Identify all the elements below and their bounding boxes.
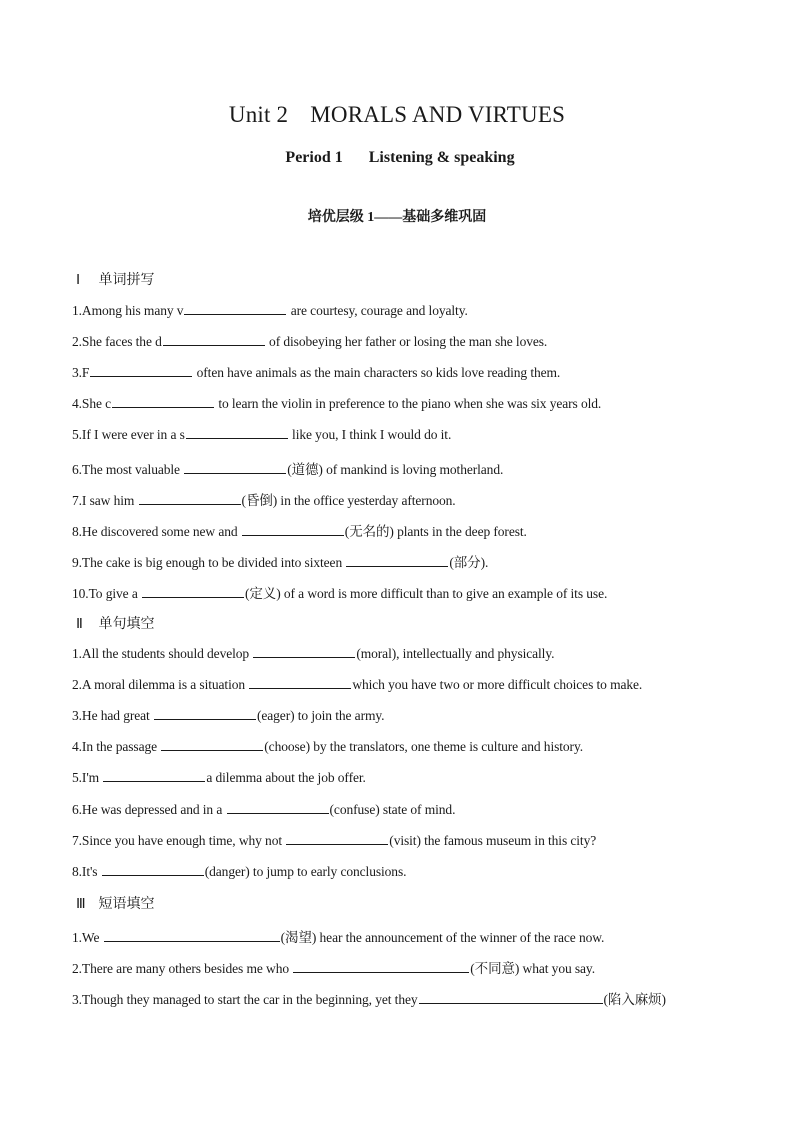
answer-blank[interactable]	[161, 738, 263, 751]
line-text: 4.She c	[72, 396, 112, 411]
line-text: 1.We	[72, 930, 103, 945]
answer-blank[interactable]	[227, 801, 329, 814]
exercise-line	[72, 645, 554, 662]
unit-name: MORALS AND VIRTUES	[310, 102, 566, 127]
section-1-heading	[76, 269, 154, 289]
line-text: 2.A moral dilemma is a situation	[72, 677, 249, 692]
line-text: 1.Among his many v	[72, 303, 184, 318]
exercise-line	[72, 863, 406, 880]
exercise-line	[72, 395, 601, 412]
exercise-line	[72, 582, 607, 602]
level-heading: 培优层级 1——基础多维巩固	[307, 210, 487, 225]
line-text: a dilemma about the job offer.	[206, 770, 366, 785]
exercise-line	[72, 551, 488, 571]
line-text: 3.F	[72, 365, 90, 380]
answer-blank[interactable]	[184, 302, 286, 315]
exercise-line	[72, 707, 384, 724]
exercise-line	[72, 988, 666, 1008]
answer-blank[interactable]	[103, 769, 205, 782]
exercise-line	[72, 520, 527, 540]
answer-blank[interactable]	[286, 832, 388, 845]
line-text: 3.Though they managed to start the car in the beginning, yet they	[72, 992, 418, 1007]
answer-blank[interactable]	[186, 426, 288, 439]
unit-number: Unit 2	[228, 102, 289, 127]
section-3-title: 短语填空	[98, 896, 155, 912]
line-text: 5.If I were ever in a s	[72, 427, 185, 442]
section-2-heading	[76, 613, 154, 633]
line-text: (danger) to jump to early conclusions.	[204, 864, 407, 879]
line-text: 2.There are many others besides me who	[72, 961, 293, 976]
line-text: like you, I think I would do it.	[288, 427, 452, 442]
line-text: (不同意) what you say.	[470, 961, 595, 976]
unit-title	[0, 102, 794, 128]
section-1-numeral: Ⅰ	[76, 273, 81, 288]
line-text: 1.All the students should develop	[72, 646, 253, 661]
exercise-line	[72, 676, 642, 693]
exercise-line	[72, 832, 596, 849]
section-3-heading	[76, 893, 154, 913]
answer-blank[interactable]	[419, 991, 603, 1004]
answer-blank[interactable]	[102, 863, 204, 876]
answer-blank[interactable]	[346, 554, 448, 567]
period-number: Period 1	[285, 149, 343, 166]
answer-blank[interactable]	[163, 333, 265, 346]
exercise-line	[72, 801, 455, 818]
answer-blank[interactable]	[112, 395, 214, 408]
answer-blank[interactable]	[142, 585, 244, 598]
line-text: are courtesy, courage and loyalty.	[287, 303, 468, 318]
line-text: 5.I'm	[72, 770, 103, 785]
period-title	[0, 149, 794, 167]
line-text: (moral), intellectually and physically.	[356, 646, 555, 661]
line-text: 7.I saw him	[72, 493, 138, 508]
line-text: (confuse) state of mind.	[329, 802, 456, 817]
answer-blank[interactable]	[184, 461, 286, 474]
line-text: which you have two or more difficult choices to make.	[352, 677, 643, 692]
line-text: 6.He was depressed and in a	[72, 802, 226, 817]
line-text: (渴望) hear the announcement of the winner of the race now.	[280, 930, 605, 945]
answer-blank[interactable]	[253, 645, 355, 658]
answer-blank[interactable]	[154, 707, 256, 720]
line-text: (昏倒) in the office yesterday afternoon.	[241, 493, 456, 508]
exercise-line	[72, 458, 503, 478]
exercise-line	[72, 957, 595, 977]
section-2-numeral: Ⅱ	[76, 617, 83, 632]
exercise-line	[72, 489, 456, 509]
period-name: Listening & speaking	[368, 149, 515, 166]
line-text: (部分).	[449, 555, 489, 570]
line-text: (visit) the famous museum in this city?	[389, 833, 597, 848]
answer-blank[interactable]	[293, 960, 469, 973]
section-1-title: 单词拼写	[98, 272, 155, 288]
line-text: of disobeying her father or losing the man she loves.	[265, 334, 548, 349]
line-text: often have animals as the main characters so kids love reading them.	[193, 365, 561, 380]
exercise-line	[72, 364, 560, 381]
answer-blank[interactable]	[139, 492, 241, 505]
line-text: 7.Since you have enough time, why not	[72, 833, 286, 848]
line-text: 10.To give a	[72, 586, 141, 601]
line-text: to learn the violin in preference to the piano when she was six years old.	[215, 396, 602, 411]
line-text: (choose) by the translators, one theme is culture and history.	[264, 739, 583, 754]
line-text: 3.He had great	[72, 708, 153, 723]
line-text: 4.In the passage	[72, 739, 161, 754]
exercise-line	[72, 769, 366, 786]
exercise-line	[72, 926, 604, 946]
line-text: 2.She faces the d	[72, 334, 162, 349]
section-2-title: 单句填空	[98, 616, 155, 632]
line-text: 9.The cake is big enough to be divided into sixteen	[72, 555, 346, 570]
line-text: (定义) of a word is more difficult than to give an example of its use.	[245, 586, 608, 601]
section-3-numeral: Ⅲ	[76, 897, 86, 912]
line-text: 8.It's	[72, 864, 101, 879]
answer-blank[interactable]	[90, 364, 192, 377]
answer-blank[interactable]	[104, 929, 280, 942]
exercise-line	[72, 302, 468, 319]
line-text: (无名的) plants in the deep forest.	[344, 524, 527, 539]
answer-blank[interactable]	[249, 676, 351, 689]
line-text: (陷入麻烦)	[603, 992, 666, 1007]
line-text: (道德) of mankind is loving motherland.	[287, 462, 504, 477]
exercise-line	[72, 426, 451, 443]
line-text: (eager) to join the army.	[256, 708, 385, 723]
line-text: 6.The most valuable	[72, 462, 184, 477]
exercise-line	[72, 333, 547, 350]
exercise-line	[72, 738, 583, 755]
answer-blank[interactable]	[242, 523, 344, 536]
line-text: 8.He discovered some new and	[72, 524, 241, 539]
